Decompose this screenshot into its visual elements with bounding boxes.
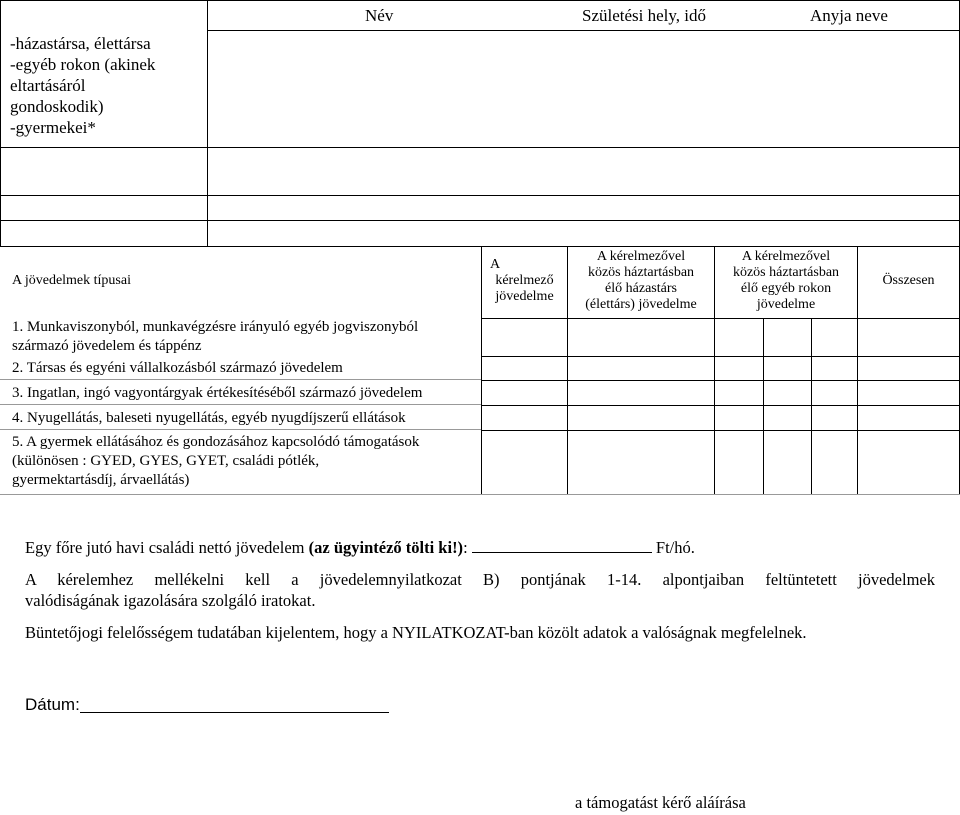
attachment-note-line2: valódiságának igazolására szolgáló iratokat. [25,591,316,610]
row-label-other-relative: -egyéb rokon (akinek [10,55,156,74]
applicant-income-header: A kérelmező jövedelme [490,257,554,304]
income-row-pension: 4. Nyugellátás, baleseti nyugellátás, egyéb nyugdíjszerű ellátások [12,410,406,426]
per-capita-income-field[interactable] [472,537,652,553]
liability-statement: Büntetőjogi felelősségem tudatában kijelentem, hogy a NYILATKOZAT-ban közölt adatok a valóságnak megfelelnek. [25,623,807,642]
spouse-income-header: A kérelmezővel közös háztartásban élő házastárs (élettárs) jövedelme [585,249,697,312]
birth-column-header: Születési hely, idő [582,6,707,25]
per-capita-income-line: Egy főre jutó havi családi nettó jövedelem (az ügyintéző tölti ki!): Ft/hó. [25,538,695,557]
row-label-other-relative-end: gondoskodik) [10,97,104,116]
row-label-children: -gyermekei* [10,118,96,137]
income-types-header: A jövedelmek típusai [12,273,131,288]
mother-name-column-header: Anyja neve [810,6,888,25]
income-row-employment: 1. Munkaviszonyból, munkavégzésre irányuló egyéb jogviszonyból származó jövedelem és táppénz [12,319,419,354]
signature-label: a támogatást kérő aláírása [575,793,746,812]
date-field[interactable] [80,712,389,713]
relatives-row-label [10,33,155,138]
other-relative-income-header: A kérelmezővel közös háztartásban élő egyéb rokon jövedelme [732,249,840,312]
income-row-business: 2. Társas és egyéni vállalkozásból származó jövedelem [12,360,343,376]
total-header: Összesen [882,273,935,288]
attachment-note-line1: A kérelemhez mellékelni kell a jövedelemnyilatkozat B) pontjának 1-14. alpontjaiban feltüntetett jövedelmek [25,570,935,589]
row-label-spouse: -házastársa, élettársa [10,34,151,53]
row-label-other-relative-cont: eltartásáról [10,76,86,95]
date-label: Dátum: [25,695,80,714]
income-row-property-sale: 3. Ingatlan, ingó vagyontárgyak értékesítéséből származó jövedelem [12,385,423,401]
name-column-header: Név [365,6,394,25]
income-row-child-support: 5. A gyermek ellátásához és gondozásához kapcsolódó támogatások (különösen : GYED, GYES, GYET, családi pótlék, gyermektartásdíj, árvaellátás) [12,434,420,488]
